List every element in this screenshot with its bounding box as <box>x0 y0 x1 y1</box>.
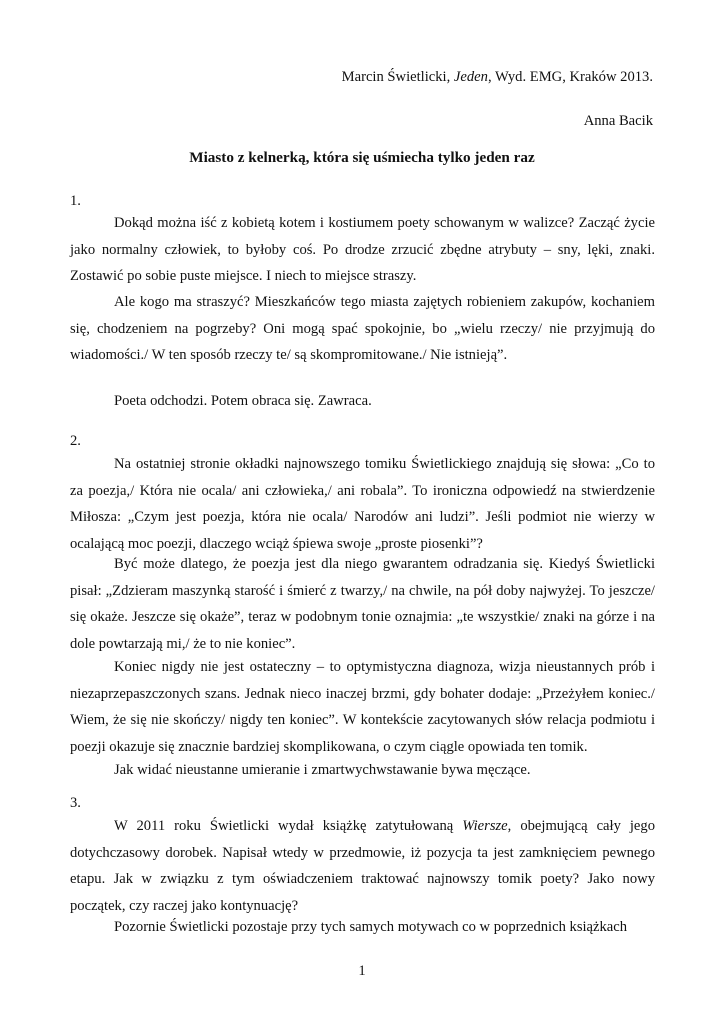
paragraph: Być może dlatego, że poezja jest dla niego gwarantem odradzania się. Kiedyś Świetlicki pisał: „Zdzieram maszynką starość i śmierć z twarzy,/ na chwile, na pół doby najwyżej. To jeszcze/ się okaże. Jeszcze się okaże”, teraz w podobnym tonie oznajmia: „te wszystkie/ znaki na górze i na dole powtarzają mi,/ że to nie koniec”. <box>70 556 655 652</box>
paragraph: Pozornie Świetlicki pozostaje przy tych samych motywach co w poprzednich książkach <box>114 919 628 935</box>
paragraph: Ale kogo ma straszyć? Mieszkańców tego miasta zajętych robieniem zakupów, kochaniem się, chodzeniem na pogrzeby? Oni mogą spać spokojnie, bo „wielu rzeczy/ nie przyjmują do wiadomości./ W ten sposób rzeczy te/ są skompromitowane./ Nie istnieją”. <box>70 294 655 363</box>
citation-publisher: , Wyd. EMG, Kraków 2013. <box>487 69 653 85</box>
closing-line: Poeta odchodzi. Potem obraca się. Zawraca. <box>114 393 372 409</box>
citation-title: Jeden <box>453 69 488 85</box>
book-title-italic: Wiersze <box>462 818 508 834</box>
review-author: Anna Bacik <box>583 113 653 129</box>
paragraph: Koniec nigdy nie jest ostateczny – to optymistyczna diagnoza, wizja nieustannych prób i niezaprzepaszczonych szans. Jednak nieco inaczej brzmi, gdy bohater dodaje: „Przeżyłem koniec./ Wiem, że się nie skończy/ nigdy ten koniec”. W kontekście zacytowanych słów relacja podmiotu i poezji okazuje się znacznie bardziej skomplikowana, o czym ciągle opowiada ten tomik. <box>70 659 655 755</box>
book-citation <box>342 67 653 87</box>
paragraph: Dokąd można iść z kobietą kotem i kostiumem poety schowanym w walizce? Zacząć życie jako normalny człowiek, to byłoby coś. Po drodze zrzucić zbędne atrybuty – sny, lęki, znaki. Zostawić po sobie puste miejsce. I niech to miejsce straszy. <box>70 215 655 284</box>
section-number: 1. <box>70 193 81 209</box>
section-number: 3. <box>70 795 81 811</box>
citation-author: Marcin Świetlicki, <box>341 69 454 85</box>
section-number: 2. <box>70 433 81 449</box>
paragraph: Na ostatniej stronie okładki najnowszego tomiku Świetlickiego znajdują się słowa: „Co to za poezja,/ Która nie ocala/ ani człowieka,/ ani robala”. To ironiczna odpowiedź na stwierdzenie Miłosza: „Czym jest poezja, która nie ocala/ Narodów ani ludzi”. Jeśli podmiot nie wierzy w ocalającą moc poezji, dlaczego wciąż śpiewa swoje „proste piosenki”? <box>70 456 655 552</box>
page-number: 1 <box>358 963 366 979</box>
article-title: Miasto z kelnerką, która się uśmiecha tylko jeden raz <box>189 149 535 166</box>
paragraph: Jak widać nieustanne umieranie i zmartwychwstawanie bywa męczące. <box>114 762 531 778</box>
paragraph: W 2011 roku Świetlicki wydał książkę zatytułowaną Wiersze, obejmującą cały jego dotychczasowy dorobek. Napisał wtedy w przedmowie, iż pozycja ta jest zamknięciem pewnego etapu. Jak w związku z tym oświadczeniem traktować najnowszy tomik poety? Jako nowy początek, czy raczej jako kontynuację? <box>70 818 655 914</box>
